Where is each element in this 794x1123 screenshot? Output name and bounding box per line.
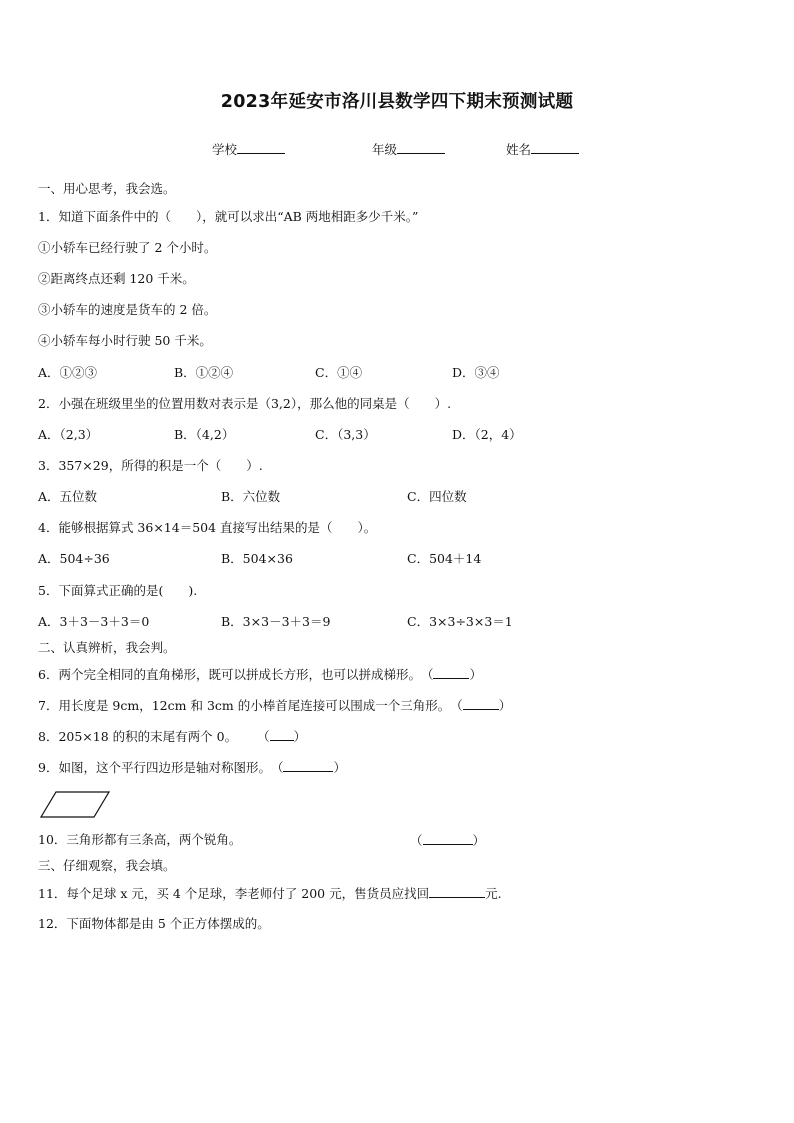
section-heading-1: 一、用心思考，我会选。	[38, 181, 176, 196]
q9-answer-blank[interactable]: （ ）	[270, 760, 346, 775]
question-9	[38, 759, 346, 776]
q3-option-c[interactable]: C．四位数	[407, 489, 467, 504]
q10-answer-blank[interactable]: （ ）	[410, 833, 486, 848]
q4-option-c[interactable]: C．504＋14	[407, 551, 482, 566]
question-12: 12．下面物体都是由 5 个正方体摆成的。	[38, 916, 270, 931]
q2-option-a[interactable]: A．（2,3）	[38, 427, 99, 442]
question-3: 3．357×29，所得的积是一个（ ）.	[38, 458, 263, 473]
q5-option-b[interactable]: B．3×3－3＋3＝9	[221, 614, 331, 629]
section-heading-3: 三、仔细观察，我会填。	[38, 858, 176, 873]
section-heading-2: 二、认真辨析，我会判。	[38, 640, 176, 655]
q5-option-c[interactable]: C．3×3÷3×3＝1	[407, 614, 513, 629]
question-1-condition-1: ①小轿车已经行驶了 2 个小时。	[38, 240, 217, 255]
q1-option-d[interactable]: D．③④	[452, 365, 500, 380]
name-field[interactable]	[506, 140, 579, 158]
q2-option-b[interactable]: B．（4,2）	[174, 427, 235, 442]
q1-option-c[interactable]: C．①④	[315, 365, 363, 380]
parallelogram-figure	[38, 790, 112, 820]
page-title: 2023年延安市洛川县数学四下期末预测试题	[220, 92, 574, 112]
question-8	[38, 728, 306, 745]
question-5: 5．下面算式正确的是( ).	[38, 583, 198, 598]
question-1-condition-4: ④小轿车每小时行驶 50 千米。	[38, 333, 212, 348]
question-7-text: 7．用长度是 9cm，12cm 和 3cm 的小棒首尾连接可以围成一个三角形。	[38, 698, 451, 713]
question-9-text: 9．如图，这个平行四边形是轴对称图形。	[38, 760, 271, 775]
question-10	[38, 832, 241, 848]
q5-option-a[interactable]: A．3＋3－3＋3＝0	[38, 614, 150, 629]
q7-answer-blank[interactable]: （ ）	[450, 698, 512, 713]
grade-field[interactable]	[372, 140, 445, 158]
question-6-text: 6．两个完全相同的直角梯形，既可以拼成长方形，也可以拼成梯形。	[38, 667, 421, 682]
q6-answer-blank[interactable]: （ ）	[420, 667, 482, 682]
question-11-text: 11．每个足球 x 元，买 4 个足球，李老师付了 200 元，售货员应找回	[38, 886, 430, 901]
q8-answer-blank[interactable]: （ ）	[257, 729, 307, 744]
question-6	[38, 666, 482, 683]
q2-option-d[interactable]: D．（2，4）	[452, 427, 522, 442]
q3-option-a[interactable]: A．五位数	[38, 489, 98, 504]
grade-label: 年级	[372, 142, 398, 157]
q1-option-b[interactable]: B．①②④	[174, 365, 234, 380]
q2-option-c[interactable]: C．（3,3）	[315, 427, 376, 442]
question-1-condition-2: ②距离终点还剩 120 千米。	[38, 271, 195, 286]
question-2: 2．小强在班级里坐的位置用数对表示是（3,2），那么他的同桌是（ ）.	[38, 396, 452, 411]
question-4: 4．能够根据算式 36×14＝504 直接写出结果的是（ ）。	[38, 520, 377, 535]
q4-option-a[interactable]: A．504÷36	[38, 551, 110, 566]
q1-option-a[interactable]: A．①②③	[38, 365, 98, 380]
school-label: 学校	[212, 142, 238, 157]
question-11	[38, 885, 502, 902]
school-field[interactable]	[212, 140, 285, 158]
question-1-condition-3: ③小轿车的速度是货车的 2 倍。	[38, 302, 217, 317]
q11-answer-blank[interactable]	[429, 885, 485, 898]
q4-option-b[interactable]: B．504×36	[221, 551, 293, 566]
name-label: 姓名	[506, 142, 532, 157]
q3-option-b[interactable]: B．六位数	[221, 489, 281, 504]
question-8-text: 8．205×18 的积的末尾有两个 0。	[38, 729, 238, 744]
question-7	[38, 697, 511, 714]
question-1: 1．知道下面条件中的（ ），就可以求出“AB 两地相距多少千米。”	[38, 209, 419, 224]
question-10-text: 10．三角形都有三条高，两个锐角。	[38, 832, 242, 847]
question-11-unit: 元.	[485, 886, 502, 901]
